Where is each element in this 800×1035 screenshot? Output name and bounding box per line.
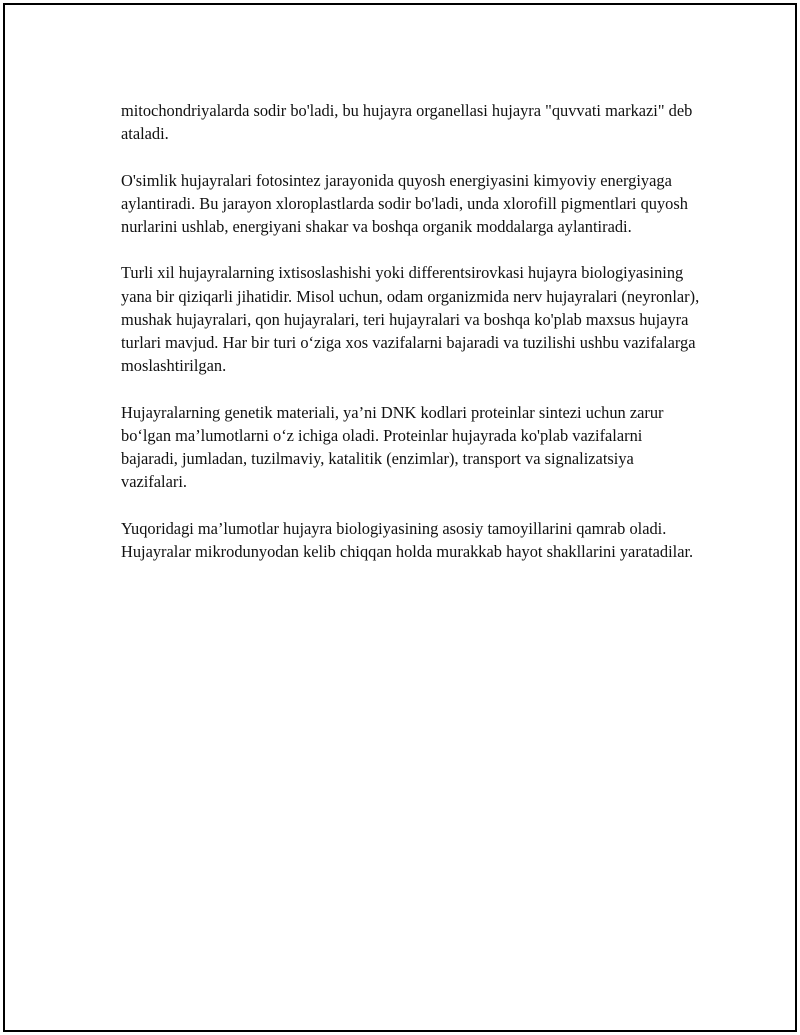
paragraph-mitochondria: mitochondriyalarda sodir bo'ladi, bu hujayra organellasi hujayra "quvvati markazi" deb ataladi. — [121, 101, 693, 144]
paragraph-genetic-material: Hujayralarning genetik materiali, ya’ni DNK kodlari proteinlar sintezi uchun zarur bo‘lgan ma’lumotlarni o‘z ichiga oladi. Proteinlar hujayrada ko'plab vazifalarni bajaradi, jumladan, tuzilmaviy, katalitik (enzimlar), transport va signalizatsiya vazifalari. — [121, 402, 664, 492]
paragraph-summary: Yuqoridagi ma’lumotlar hujayra biologiyasining asosiy tamoyillarini qamrab oladi. Hujayralar mikrodunyodan kelib chiqqan holda murakkab hayot shakllarini yaratadilar. — [121, 518, 694, 561]
paragraph-cell-differentiation: Turli xil hujayralarning ixtisoslashishi yoki differentsirovkasi hujayra biologiyasining yana bir qiziqarli jihatidir. Misol uchun, odam organizmida nerv hujayralari (neyronlar), mushak hujayralari, qon hujayralari, teri hujayralari va boshqa ko'plab maxsus hujayra turlari mavjud. Har bir turi o‘ziga xos vazifalarni bajaradi va tuzilishi ushbu vazifalarga moslashtirilgan. — [121, 263, 700, 376]
document-body — [121, 99, 701, 586]
page-frame — [3, 3, 797, 1032]
paragraph-photosynthesis: O'simlik hujayralari fotosintez jarayonida quyosh energiyasini kimyoviy energiyaga aylantiradi. Bu jarayon xloroplastlarda sodir bo'ladi, unda xlorofill pigmentlari quyosh nurlarini ushlab, energiyani shakar va boshqa organik moddalarga aylantiradi. — [121, 170, 688, 236]
